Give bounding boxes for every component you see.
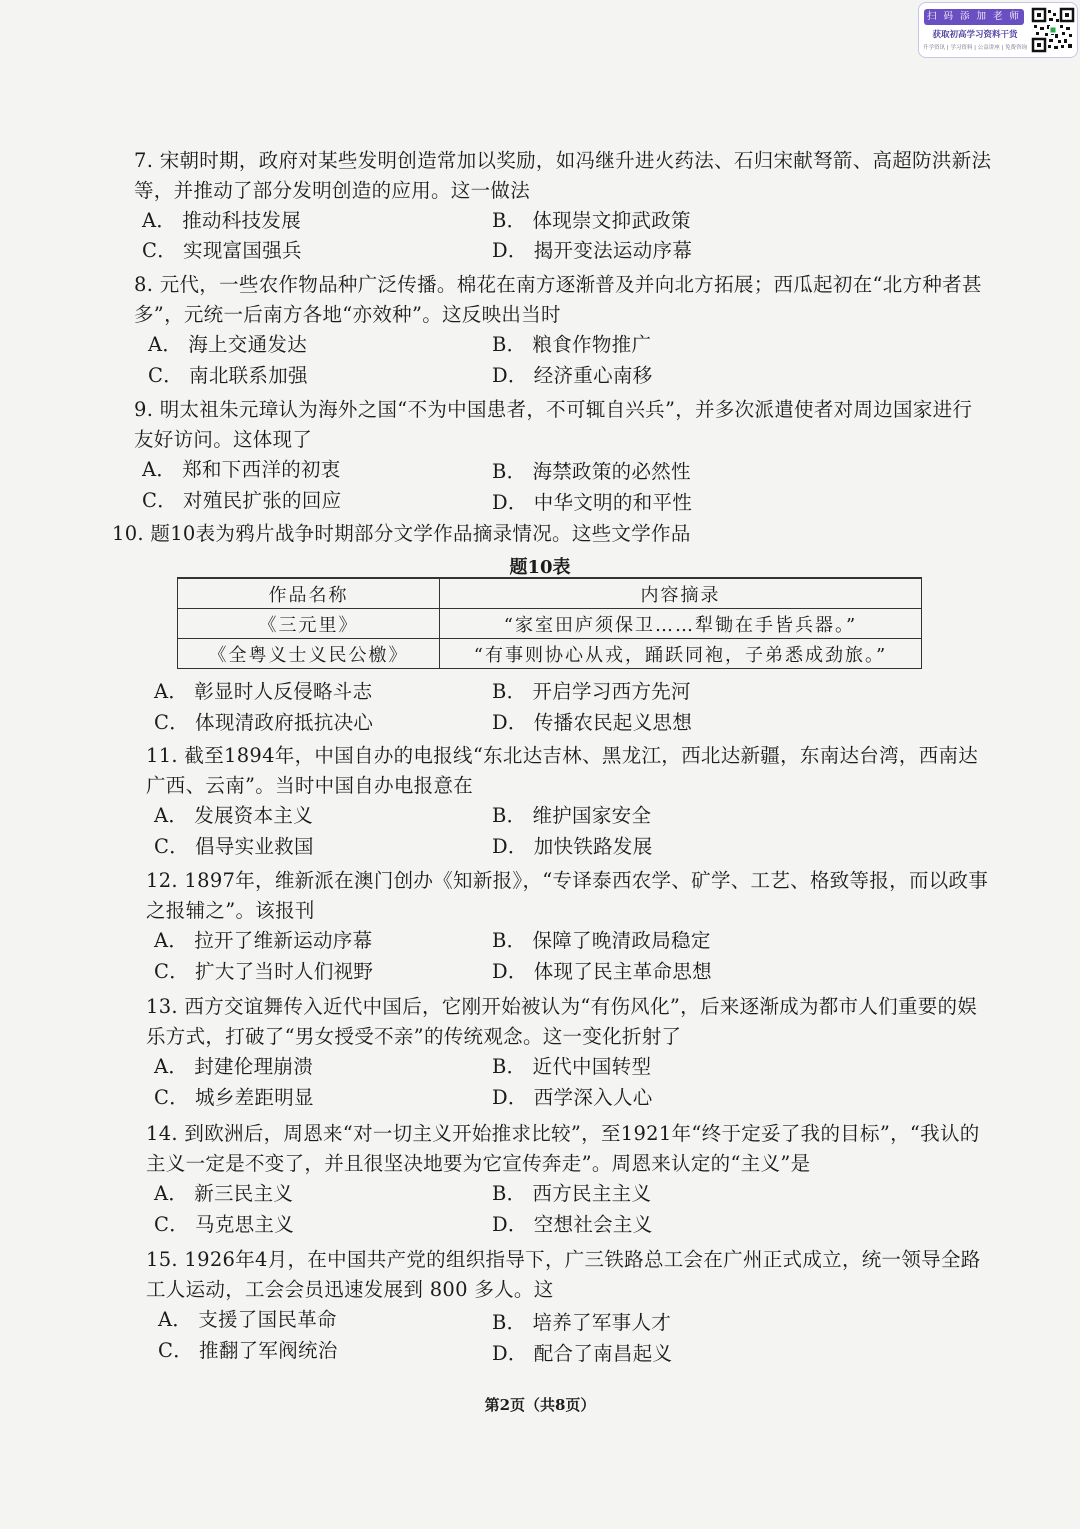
option-letter: A． — [154, 804, 189, 827]
option-letter: B． — [492, 209, 527, 232]
option-letter: D． — [492, 835, 528, 858]
table-header-row — [178, 578, 922, 609]
question-7 — [112, 146, 992, 268]
option-d[interactable]: 加快铁路发展 — [533, 835, 653, 858]
option-d[interactable]: 经济重心南移 — [533, 364, 653, 387]
table-header: 内容摘录 — [440, 578, 922, 609]
option-letter: C． — [154, 960, 190, 983]
option-letter: D． — [492, 960, 528, 983]
option-letter: C． — [154, 835, 190, 858]
option-a[interactable]: 郑和下西洋的初衷 — [182, 458, 341, 481]
question-stem: 8. 元代，一些农作物品种广泛传播。棉花在南方逐渐普及并向北方拓展；西瓜起初在“北方种者甚多”，元统一后南方各地“亦效种”。这反映出当时 — [134, 273, 982, 326]
option-letter: D． — [492, 711, 528, 734]
table-cell: “家室田庐须保卫……犁锄在手皆兵器。” — [440, 609, 922, 639]
table-cell: “有事则协心从戎，踊跃同袍，子弟悉成劲旅。” — [440, 639, 922, 669]
question-11 — [112, 741, 992, 863]
option-letter: A． — [158, 1308, 193, 1331]
option-letter: C． — [148, 364, 184, 387]
option-c[interactable]: 扩大了当时人们视野 — [195, 960, 374, 983]
option-c[interactable]: 实现富国强兵 — [183, 239, 302, 262]
option-c[interactable]: 对殖民扩张的回应 — [183, 489, 342, 512]
option-letter: D． — [492, 1342, 528, 1365]
option-letter: A． — [154, 1055, 189, 1078]
option-a[interactable]: 彰显时人反侵略斗志 — [194, 680, 373, 703]
table-header: 作品名称 — [178, 578, 440, 609]
option-letter: C． — [158, 1339, 194, 1362]
promo-badge[interactable] — [918, 2, 1078, 58]
option-letter: A． — [154, 929, 189, 952]
option-a[interactable]: 发展资本主义 — [194, 804, 313, 827]
option-b[interactable]: 维护国家安全 — [532, 804, 652, 827]
option-d[interactable]: 配合了南昌起义 — [533, 1342, 673, 1365]
options — [112, 1179, 992, 1241]
option-letter: B． — [492, 333, 527, 356]
options — [112, 926, 992, 988]
option-letter: B． — [492, 460, 527, 483]
option-letter: A． — [148, 333, 183, 356]
question-stem: 11. 截至1894年，中国自办的电报线“东北达吉林、黑龙江，西北达新疆，东南达台湾，西南达广西、云南”。当时中国自办电报意在 — [146, 744, 979, 797]
options — [112, 206, 992, 268]
option-a[interactable]: 拉开了维新运动序幕 — [194, 929, 373, 952]
option-b[interactable]: 西方民主主义 — [532, 1182, 652, 1205]
promo-subtitle: 升学资讯 | 学习资料 | 公益讲座 | 免费咨询 — [923, 45, 1027, 51]
option-a[interactable]: 新三民主义 — [194, 1182, 294, 1205]
option-c[interactable]: 马克思主义 — [195, 1213, 295, 1236]
option-letter: C． — [142, 489, 178, 512]
option-letter: C． — [142, 239, 178, 262]
option-b[interactable]: 近代中国转型 — [532, 1055, 652, 1078]
option-b[interactable]: 培养了军事人才 — [532, 1311, 672, 1334]
option-d[interactable]: 中华文明的和平性 — [533, 491, 693, 514]
question-15 — [112, 1245, 992, 1367]
option-a[interactable]: 支援了国民革命 — [198, 1308, 337, 1331]
question-stem: 15. 1926年4月，在中国共产党的组织指导下，广三铁路总工会在广州正式成立，统一领导全路工人运动，工会会员迅速发展到 800 多人。这 — [146, 1248, 981, 1301]
options — [112, 677, 992, 739]
question-12 — [112, 866, 992, 988]
option-letter: A． — [154, 680, 189, 703]
table-row — [178, 639, 922, 669]
question-stem: 7. 宋朝时期，政府对某些发明创造常加以奖励，如冯继升进火药法、石归宋献弩箭、高超防洪新法等，并推动了部分发明创造的应用。这一做法 — [134, 149, 992, 202]
option-c[interactable]: 城乡差距明显 — [195, 1086, 314, 1109]
options — [112, 1305, 992, 1367]
question-stem: 14. 到欧洲后，周恩来“对一切主义开始推求比较”，至1921年“终于定妥了我的目标”，“我认的主义一定是不变了，并且很坚决地要为它宣传奔走”。周恩来认定的“主义”是 — [146, 1122, 980, 1175]
option-b[interactable]: 开启学习西方先河 — [532, 680, 691, 703]
option-d[interactable]: 传播农民起义思想 — [533, 711, 693, 734]
option-letter: B． — [492, 1311, 527, 1334]
option-b[interactable]: 体现崇文抑武政策 — [532, 209, 691, 232]
option-b[interactable]: 粮食作物推广 — [532, 333, 652, 356]
qr-code-icon[interactable] — [1031, 7, 1075, 53]
option-letter: A． — [142, 209, 177, 232]
option-letter: C． — [154, 1213, 190, 1236]
option-d[interactable]: 揭开变法运动序幕 — [533, 239, 693, 262]
option-letter: B． — [492, 1182, 527, 1205]
option-b[interactable]: 保障了晚清政局稳定 — [532, 929, 711, 952]
table-caption: 题10表 — [509, 557, 571, 578]
option-letter: B． — [492, 804, 527, 827]
question-9 — [112, 395, 992, 517]
promo-scan-label: 扫 码 添 加 老 师 — [924, 9, 1024, 25]
option-letter: A． — [142, 458, 177, 481]
question-stem: 13. 西方交谊舞传入近代中国后，它刚开始被认为“有伤风化”，后来逐渐成为都市人们重要的娱乐方式，打破了“男女授受不亲”的传统观念。这一变化折射了 — [146, 995, 978, 1048]
option-letter: C． — [154, 711, 190, 734]
question-10 — [112, 519, 992, 549]
question-14 — [112, 1119, 992, 1241]
option-letter: D． — [492, 1086, 528, 1109]
option-d[interactable]: 体现了民主革命思想 — [533, 960, 712, 983]
option-c[interactable]: 推翻了军阀统治 — [199, 1339, 338, 1362]
option-a[interactable]: 推动科技发展 — [182, 209, 301, 232]
table-cell: 《全粤义士义民公檄》 — [178, 639, 440, 669]
promo-title: 获取初高学习资料干货 — [932, 30, 1018, 40]
options — [112, 1052, 992, 1114]
option-c[interactable]: 南北联系加强 — [189, 364, 308, 387]
option-b[interactable]: 海禁政策的必然性 — [532, 460, 691, 483]
page-footer: 第2页（共8页） — [484, 1396, 596, 1414]
options — [112, 330, 992, 392]
option-d[interactable]: 空想社会主义 — [533, 1213, 653, 1236]
option-letter: B． — [492, 1055, 527, 1078]
option-letter: D． — [492, 491, 528, 514]
question-13 — [112, 992, 992, 1114]
question-8 — [112, 270, 992, 392]
question-10-options — [112, 677, 992, 739]
option-a[interactable]: 封建伦理崩溃 — [194, 1055, 313, 1078]
excerpt-table — [177, 577, 922, 669]
table-row — [178, 609, 922, 639]
question-stem: 12. 1897年，维新派在澳门创办《知新报》，“专译泰西农学、矿学、工艺、格致等报，而以政事之报辅之”。该报刊 — [146, 869, 989, 922]
table-cell: 《三元里》 — [178, 609, 440, 639]
option-letter: D． — [492, 1213, 528, 1236]
option-a[interactable]: 海上交通发达 — [188, 333, 307, 356]
option-letter: D． — [492, 239, 528, 262]
options — [112, 455, 992, 517]
question-stem: 10. 题10表为鸦片战争时期部分文学作品摘录情况。这些文学作品 — [112, 522, 691, 545]
option-d[interactable]: 西学深入人心 — [533, 1086, 653, 1109]
option-c[interactable]: 体现清政府抵抗决心 — [195, 711, 374, 734]
option-letter: A． — [154, 1182, 189, 1205]
option-letter: B． — [492, 680, 527, 703]
options — [112, 801, 992, 863]
option-letter: C． — [154, 1086, 190, 1109]
option-letter: B． — [492, 929, 527, 952]
option-c[interactable]: 倡导实业救国 — [195, 835, 314, 858]
question-stem: 9. 明太祖朱元璋认为海外之国“不为中国患者，不可辄自兴兵”，并多次派遣使者对周边国家进行友好访问。这体现了 — [134, 398, 973, 451]
option-letter: D． — [492, 364, 528, 387]
